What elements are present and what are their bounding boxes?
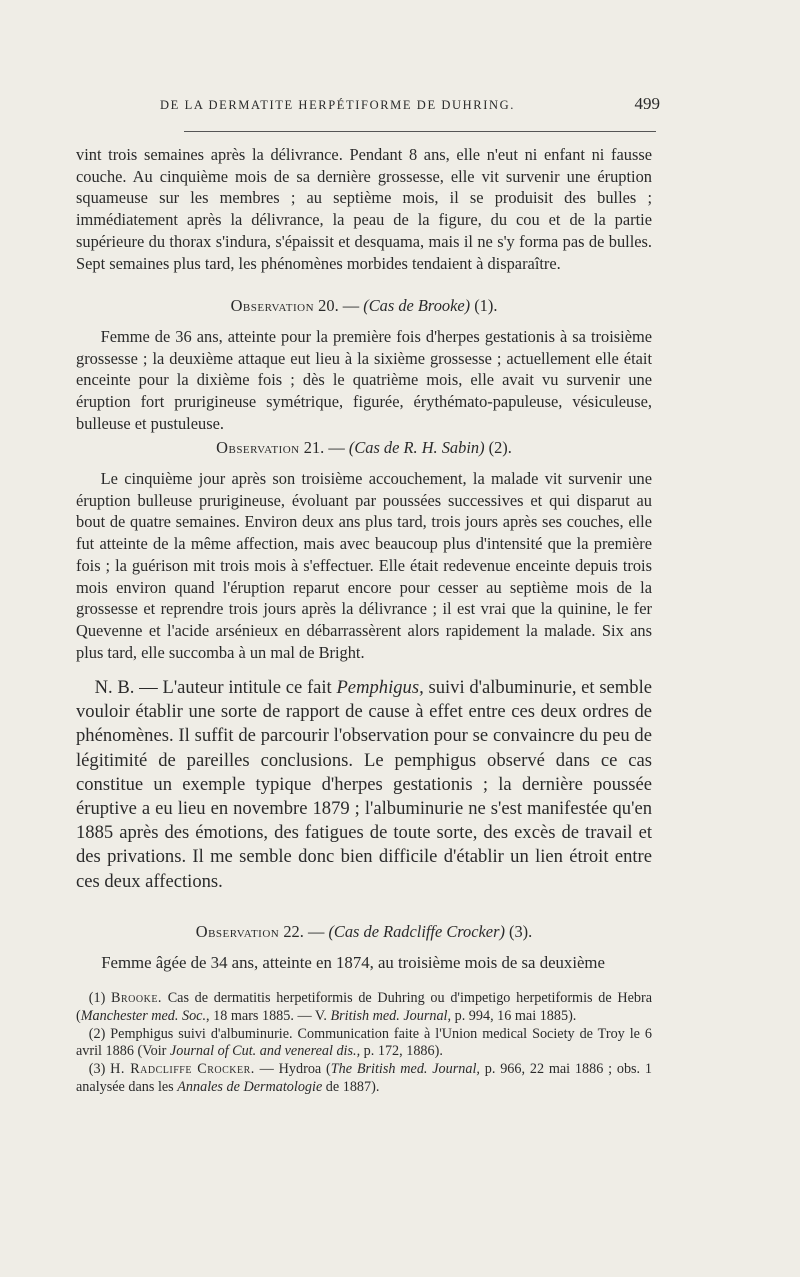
footnote-text: — Hydroa ( — [259, 1061, 331, 1078]
paragraph-1: vint trois semaines après la délivrance. Pendant 8 ans, elle n'eut ni enfant ni fausse couche. Au cinquième mois de sa dernière grossesse, elle vit survenir une éruption squameuse sur les membres ; au septième mois, il se produisit des bulles ; immédiatement après la délivrance, la peau de la figure, du cou et de la partie supérieure du thorax s'indura, s'épaissit et desquama, mais il ne s'y forma pas de bulles. Sept semaines plus tard, les phénomènes morbides tendaient à disparaître. — [76, 145, 652, 273]
observation-label: Observation — [195, 922, 280, 941]
footnote-text: Cas de dermatitis herpetiformis de Duhring ou d'impetigo herpetiformis de Hebra ( — [76, 990, 652, 1024]
footnote-3 — [76, 1061, 652, 1097]
footnote-text: p. 994, 16 mai 1885). — [454, 1007, 577, 1024]
running-title: DE LA DERMATITE HERPÉTIFORME DE DUHRING. — [160, 98, 515, 112]
paragraph-3: Le cinquième jour après son troisième accouchement, la malade vit survenir une éruption bulleuse prurigineuse, évoluant par poussées successives et qui disparut au bout de quatre semaines. Environ deux ans plus tard, trois jours après ses couches, elle fut atteinte de la même affection, mais avec beaucoup plus d'intensité que la première fois ; la guérison mit trois mois à s'effectuer. Elle était redevenue enceinte depuis trois mois environ quand l'éruption reparut encore pour cesser au septième mois de la grossesse et reprendre trois jours après la délivrance ; il est vrai que la quinine, le fer Quevenne et l'acide arsénieux en débarrassèrent alors rapidement la malade. Six ans plus tard, elle succomba à un mal de Bright. — [76, 469, 652, 662]
paragraph-2: Femme de 36 ans, atteinte pour la première fois d'herpes gestationis à sa troisième grossesse ; la deuxième attaque eut lieu à la sixième grossesse ; actuellement elle était enceinte pour la dixième fois ; dès le quatrième mois, elle avait vu survenir une éruption fort prurigineuse symétrique, figurée, érythémato-papuleuse, vésiculeuse, bulleuse et pustuleuse. — [76, 327, 652, 433]
paragraph-continuation — [76, 144, 652, 274]
nb-title: Pemphigus, — [336, 677, 424, 698]
observation-number: 21. — [303, 438, 325, 457]
footnote-author: Brooke. — [111, 990, 162, 1006]
dash: — — [307, 922, 325, 941]
nb-lead: N. B. — L'auteur intitule ce fait — [94, 677, 332, 698]
footnote-journal: Manchester med. Soc. — [80, 1007, 207, 1024]
paragraph-4: Femme âgée de 34 ans, atteinte en 1874, au troisième mois de sa deuxième — [101, 953, 605, 972]
footnote-number: (3) — [88, 1061, 106, 1078]
footnote-text: p. 966, 22 mai 1886 ; obs. 1 analysée dans les — [76, 1061, 653, 1095]
footnote-ref: (2). — [488, 438, 512, 457]
header-rule — [184, 131, 656, 132]
footnote-journal: Journal of Cut. and venereal dis., — [169, 1043, 361, 1060]
footnote-text: de 1887). — [325, 1078, 380, 1095]
observation-label: Observation — [230, 296, 315, 315]
observation-title: (Cas de Brooke) — [363, 296, 471, 315]
footnote-2 — [76, 1026, 652, 1062]
observation-title: (Cas de Radcliffe Crocker) — [328, 922, 505, 941]
footnote-text: , 18 mars 1885. — V. — [206, 1007, 327, 1024]
dash: — — [328, 438, 345, 457]
observation-title: (Cas de R. H. Sabin) — [348, 438, 485, 457]
observation-20-text — [76, 326, 652, 435]
running-header — [160, 94, 660, 113]
observation-number: 20. — [318, 296, 339, 315]
footnote-text: p. 172, 1886). — [363, 1043, 443, 1060]
footnote-author: H. Radcliffe Crocker. — [110, 1061, 255, 1078]
observation-label: Observation — [216, 438, 300, 457]
footnote-number: (2) — [88, 1025, 106, 1042]
observation-number: 22. — [283, 922, 304, 941]
footnote-journal: The British med. Journal, — [330, 1061, 480, 1078]
footnote-ref: (3). — [509, 922, 533, 941]
observation-21-heading — [76, 438, 652, 458]
footnote-journal: British med. Journal, — [330, 1007, 452, 1024]
observation-22-text — [76, 952, 652, 974]
footnote-number: (1) — [88, 990, 106, 1006]
observation-20-heading — [76, 296, 652, 316]
page-number: 499 — [634, 94, 660, 113]
nb-text: suivi d'albuminurie, et semble vouloir établir une sorte de rapport de cause à effet entre ces deux ordres de phénomènes. Il suffit de parcourir l'observation pour se convaincre du peu de légitimité de pareilles conclusions. Le pemphigus observé dans ce cas constitue un exemple typique d'herpes gestationis ; la dernière poussée éruptive a eu lieu en novembre 1879 ; l'albuminurie ne s'est manifestée qu'en 1885 après des émotions, des fatigues de toute sorte, des excès de travail et des privations. Il me semble donc bien difficile d'établir un lien étroit entre ces deux affections. — [76, 677, 652, 892]
dash: — — [342, 296, 360, 315]
footnotes — [76, 990, 652, 1097]
footnote-journal: Annales de Dermatologie — [177, 1078, 323, 1095]
nota-bene — [76, 676, 652, 894]
footnote-text: Pemphigus suivi d'albuminurie. Communication faite à l'Union medical Society de Troy le 6 avril 1886 (Voir — [76, 1025, 652, 1060]
footnote-1 — [76, 990, 652, 1026]
observation-21-text — [76, 468, 652, 663]
observation-22-heading — [76, 922, 652, 942]
footnote-ref: (1). — [474, 296, 498, 315]
